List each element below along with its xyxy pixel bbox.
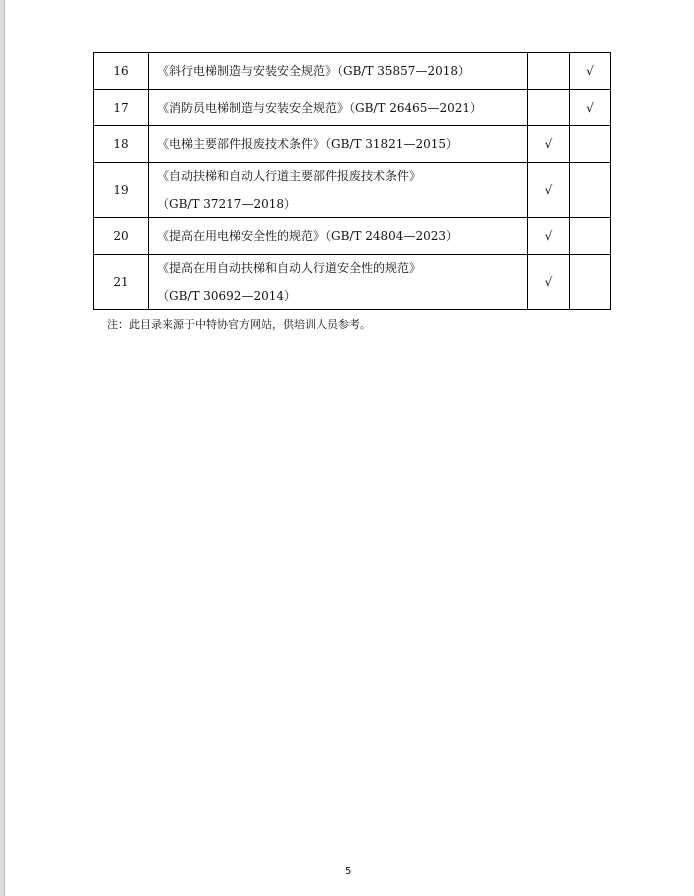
row-number: 16 [94,53,149,90]
footnote: 注：此目录来源于中特协官方网站，供培训人员参考。 [107,318,371,331]
standard-title: 《斜行电梯制造与安装安全规范》（GB/T 35857—2018） [149,53,528,90]
check-cell-1: √ [528,218,570,255]
check-cell-1 [528,53,570,90]
check-cell-2: √ [570,90,611,126]
table-row [94,218,611,255]
standard-title-line-2: （GB/T 37217—2018） [157,197,296,211]
row-number: 17 [94,90,149,126]
check-cell-2 [570,126,611,163]
check-cell-2 [570,255,611,310]
page-number: 5 [345,866,352,877]
standards-table [93,52,611,310]
standard-title [149,255,528,310]
table-row [94,163,611,218]
check-cell-2 [570,218,611,255]
row-number: 18 [94,126,149,163]
standard-title: 《消防员电梯制造与安装安全规范》（GB/T 26465—2021） [149,90,528,126]
row-number: 21 [94,255,149,310]
standard-title [149,163,528,218]
standard-title-line-2: （GB/T 30692—2014） [157,289,296,303]
table-row [94,126,611,163]
check-cell-1: √ [528,255,570,310]
row-number: 20 [94,218,149,255]
standard-title-line-1: 《自动扶梯和自动人行道主要部件报废技术条件》 [157,169,422,183]
table-row [94,90,611,126]
standard-title: 《提高在用电梯安全性的规范》（GB/T 24804—2023） [149,218,528,255]
check-cell-1 [528,90,570,126]
table-row [94,53,611,90]
standard-title-line-1: 《提高在用自动扶梯和自动人行道安全性的规范》 [157,261,422,275]
check-cell-2 [570,163,611,218]
standard-title: 《电梯主要部件报废技术条件》（GB/T 31821—2015） [149,126,528,163]
check-cell-1: √ [528,126,570,163]
check-cell-2: √ [570,53,611,90]
document-page [4,0,694,896]
check-cell-1: √ [528,163,570,218]
row-number: 19 [94,163,149,218]
table-row [94,255,611,310]
